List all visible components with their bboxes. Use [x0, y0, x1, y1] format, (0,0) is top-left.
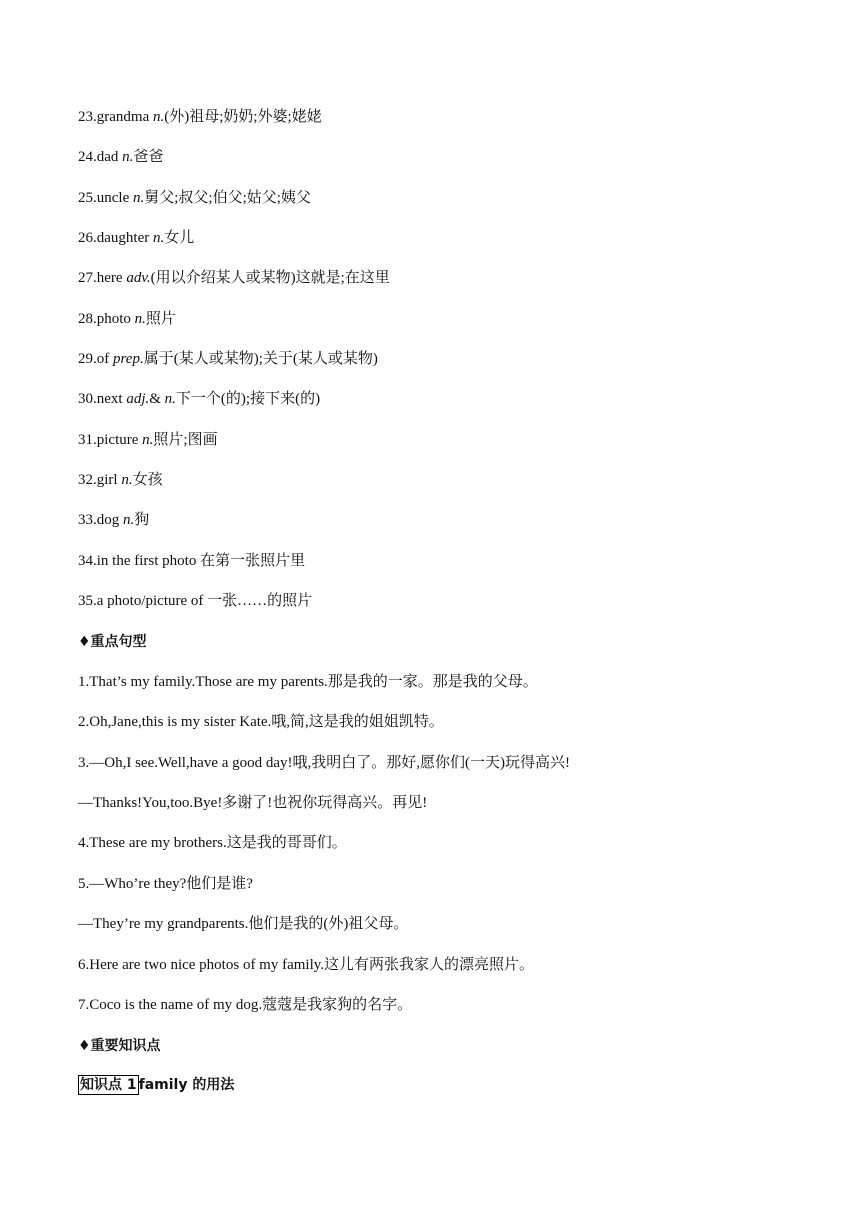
vocab-item-32: 32.girl n.女孩 [78, 472, 163, 488]
vocab-item-33: 33.dog n.狗 [78, 512, 150, 528]
vocab-item-35: 35.a photo/picture of 一张……的照片 [78, 593, 313, 609]
sentence-item: 4.These are my brothers.这是我的哥哥们。 [78, 835, 347, 851]
sentence-item: 3.—Oh,I see.Well,have a good day!哦,我明白了。那好,愿你们(一天)玩得高兴! [78, 755, 571, 771]
sentence-item: 5.—Who’re they?他们是谁? [78, 876, 253, 892]
sentence-item: 7.Coco is the name of my dog.蔻蔻是我家狗的名字。 [78, 997, 413, 1013]
vocab-item-26: 26.daughter n.女儿 [78, 230, 195, 246]
vocab-item-34: 34.in the first photo 在第一张照片里 [78, 553, 306, 569]
vocab-item-23: 23.grandma n.(外)祖母;奶奶;外婆;姥姥 [78, 109, 322, 125]
vocab-item-25: 25.uncle n.舅父;叔父;伯父;姑父;姨父 [78, 190, 311, 206]
vocab-item-24: 24.dad n.爸爸 [78, 149, 164, 165]
vocab-item-29: 29.of prep.属于(某人或某物);关于(某人或某物) [78, 351, 378, 367]
knowledge-point-1 [78, 1075, 234, 1095]
sentence-item: —Thanks!You,too.Bye!多谢了!也祝你玩得高兴。再见! [78, 795, 428, 811]
section-heading-sentences: ♦重点句型 [78, 634, 147, 650]
knowledge-point-label: 知识点 1 [80, 1077, 137, 1093]
vocab-item-31: 31.picture n.照片;图画 [78, 432, 218, 448]
vocab-item-30: 30.next adj.& n.下一个(的);接下来(的) [78, 391, 321, 407]
sentence-item: 2.Oh,Jane,this is my sister Kate.哦,简,这是我的姐姐凯特。 [78, 714, 444, 730]
section-heading-knowledge: ♦重要知识点 [78, 1038, 161, 1054]
vocab-item-28: 28.photo n.照片 [78, 311, 176, 327]
knowledge-point-title: family 的用法 [138, 1077, 235, 1093]
vocab-item-27: 27.here adv.(用以介绍某人或某物)这就是;在这里 [78, 270, 390, 286]
sentence-item: 1.That’s my family.Those are my parents.那是我的一家。那是我的父母。 [78, 674, 538, 690]
sentence-item: 6.Here are two nice photos of my family.这儿有两张我家人的漂亮照片。 [78, 957, 535, 973]
sentence-item: —They’re my grandparents.他们是我的(外)祖父母。 [78, 916, 409, 932]
